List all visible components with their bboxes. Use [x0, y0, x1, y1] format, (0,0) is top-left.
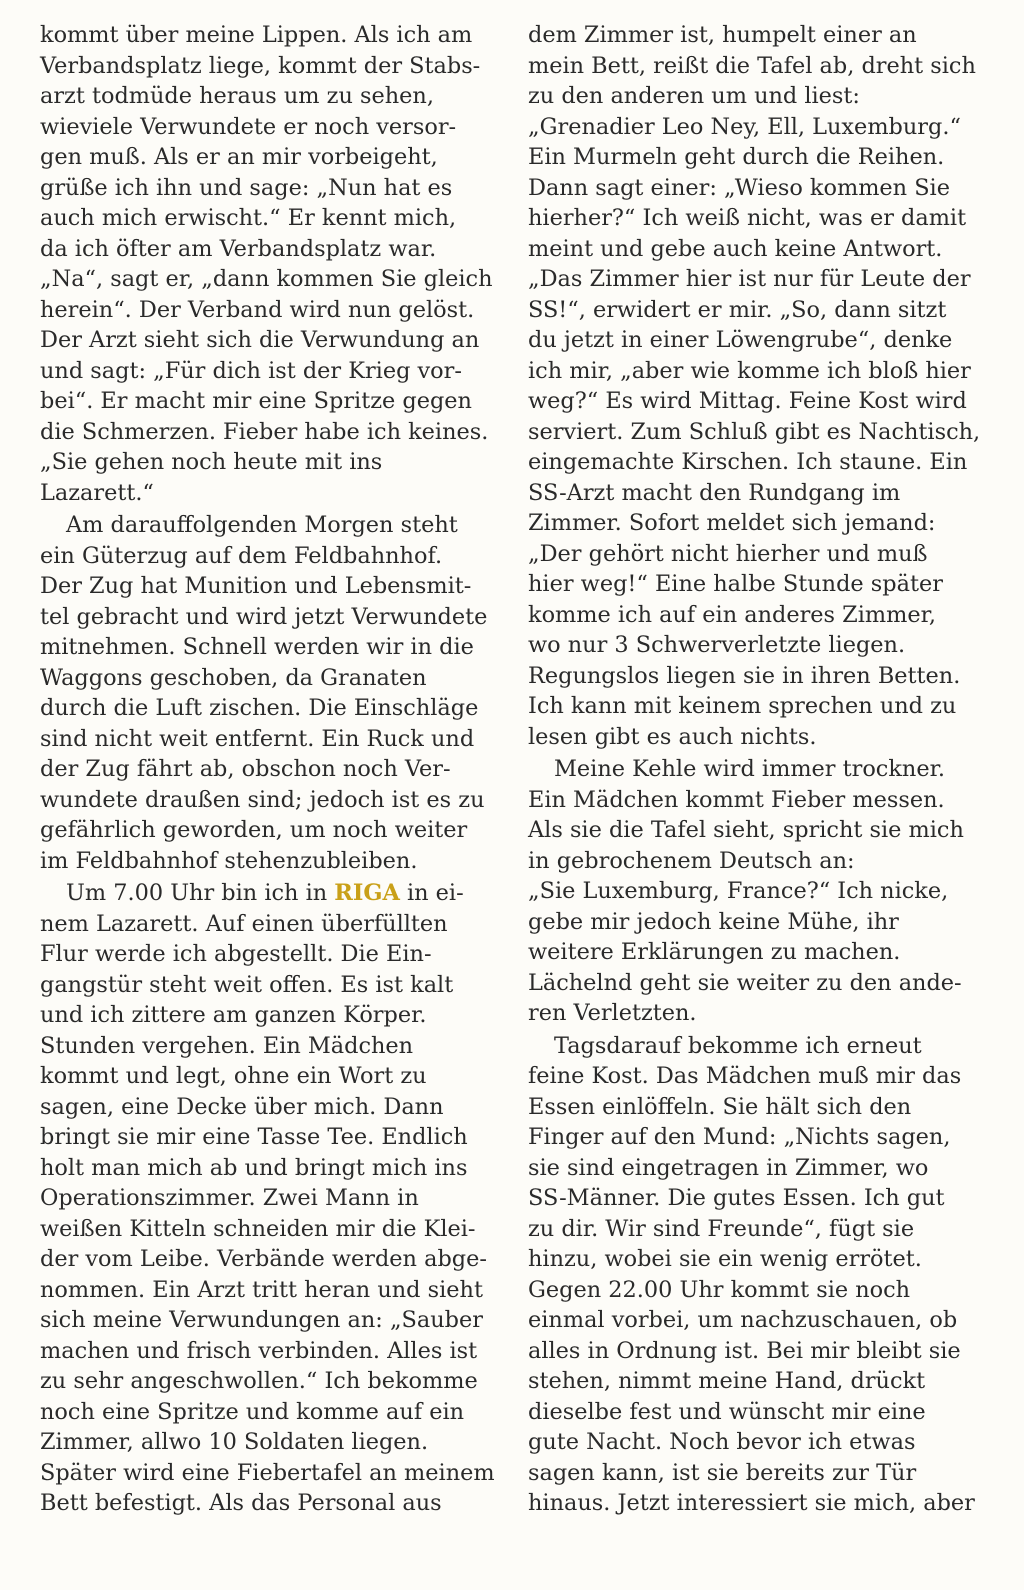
paragraph: Meine Kehle wird immer trockner. Ein Mädchen kommt Fieber messen. Als sie die Tafel sieht, spricht sie mich in gebrochenem Deutsch an: „Sie Luxemburg, France?“ Ich nicke, gebe mir jedoch keine Mühe, ihr weitere Erklärungen zu machen. Lächelnd geht sie weiter zu den ande- ren Verletzten. — [528, 756, 964, 1026]
text-column-right — [528, 20, 988, 1519]
city-name-highlight: RIGA — [334, 880, 400, 906]
paragraph: dem Zimmer ist, humpelt einer an mein Bett, reißt die Tafel ab, dreht sich zu den anderen um und liest: „Grenadier Leo Ney, Ell, Luxemburg.“ Ein Murmeln geht durch die Reihen. Dann sagt einer: „Wieso kommen Sie hierher?“ Ich weiß nicht, was er damit meint und gebe auch keine Antwort. „Das Zimmer hier ist nur für Leute der SS!“, erwidert er mir. „So, dann sitzt du jetzt in einer Löwengrube“, denke ich mir, „aber wie komme ich bloß hier weg?“ Es wird Mittag. Feine Kost wird serviert. Zum Schluß gibt es Nachtisch, eingemachte Kirschen. Ich staune. Ein SS-Arzt macht den Rundgang im Zimmer. Sofort meldet sich jemand: „Der gehört nicht hierher und muß hier weg!“ Eine halbe Stunde später komme ich auf ein anderes Zimmer, wo nur 3 Schwerverletzte liegen. Regungslos liegen sie in ihren Betten. Ich kann mit keinem sprechen und zu lesen gibt es auch nichts. — [528, 22, 981, 750]
paragraph: Am darauffolgenden Morgen steht ein Güterzug auf dem Feldbahnhof. Der Zug hat Munition und Lebensmit- tel gebracht und wird jetzt Verwundete mitnehmen. Schnell werden wir in die Waggons geschoben, da Granaten durch die Luft zischen. Die Einschläge sind nicht weit entfernt. Ein Ruck und der Zug fährt ab, obschon noch Ver- wundete draußen sind; jedoch ist es zu gefährlich geworden, um noch weiter im Feldbahnhof stehenzubleiben. — [40, 512, 488, 874]
text-column-left — [40, 20, 500, 1519]
paragraph — [40, 878, 500, 1519]
paragraph: Tagsdarauf bekomme ich erneut feine Kost. Das Mädchen muß mir das Essen einlöffeln. Sie hält sich den Finger auf den Mund: „Nichts sagen, sie sind eingetragen in Zimmer, wo SS-Männer. Die gutes Essen. Ich gut zu dir. Wir sind Freunde“, fügt sie hinzu, wobei sie ein wenig errötet. Gegen 22.00 Uhr kommt sie noch einmal vorbei, um nachzuschauen, ob alles in Ordnung ist. Bei mir bleibt sie stehen, nimmt meine Hand, drückt dieselbe fest und wünscht mir eine gute Nacht. Noch bevor ich etwas sagen kann, ist sie bereits zur Tür hinaus. Jetzt interessiert sie mich, aber — [528, 1032, 975, 1516]
paragraph-text: Um 7.00 Uhr bin ich in — [66, 880, 335, 906]
paragraph: kommt über meine Lippen. Als ich am Verbandsplatz liege, kommt der Stabs- arzt todmüde heraus um zu sehen, wieviele Verwundete er noch versor- gen muß. Als er an mir vorbeigeht, grüße ich ihn und sage: „Nun hat es auch mich erwischt.“ Er kennt mich, da ich öfter am Verbandsplatz war. „Na“, sagt er, „dann kommen Sie gleich herein“. Der Verband wird nun gelöst. Der Arzt sieht sich die Verwundung an und sagt: „Für dich ist der Krieg vor- bei“. Er macht mir eine Spritze gegen die Schmerzen. Fieber habe ich keines. „Sie gehen noch heute mit ins Lazarett.“ — [40, 22, 493, 506]
paragraph-text: in ei- nem Lazarett. Auf einen überfüllten Flur werde ich abgestellt. Die Ein- gangstür steht weit offen. Es ist kalt und ich zittere am ganzen Körper. Stunden vergehen. Ein Mädchen kommt und legt, ohne ein Wort zu sagen, eine Decke über mich. Dann bringt sie mir eine Tasse Tee. Endlich holt man mich ab und bringt mich ins Operationszimmer. Zwei Mann in weißen Kitteln schneiden mir die Klei- der vom Leibe. Verbände werden abge- nommen. Ein Arzt tritt heran und sieht sich meine Verwundungen an: „Sauber machen und frisch verbinden. Alles ist zu sehr angeschwollen.“ Ich bekomme noch eine Spritze und komme auf ein Zimmer, allwo 10 Soldaten liegen. Später wird eine Fiebertafel an meinem Bett befestigt. Als das Personal aus — [40, 880, 495, 1516]
